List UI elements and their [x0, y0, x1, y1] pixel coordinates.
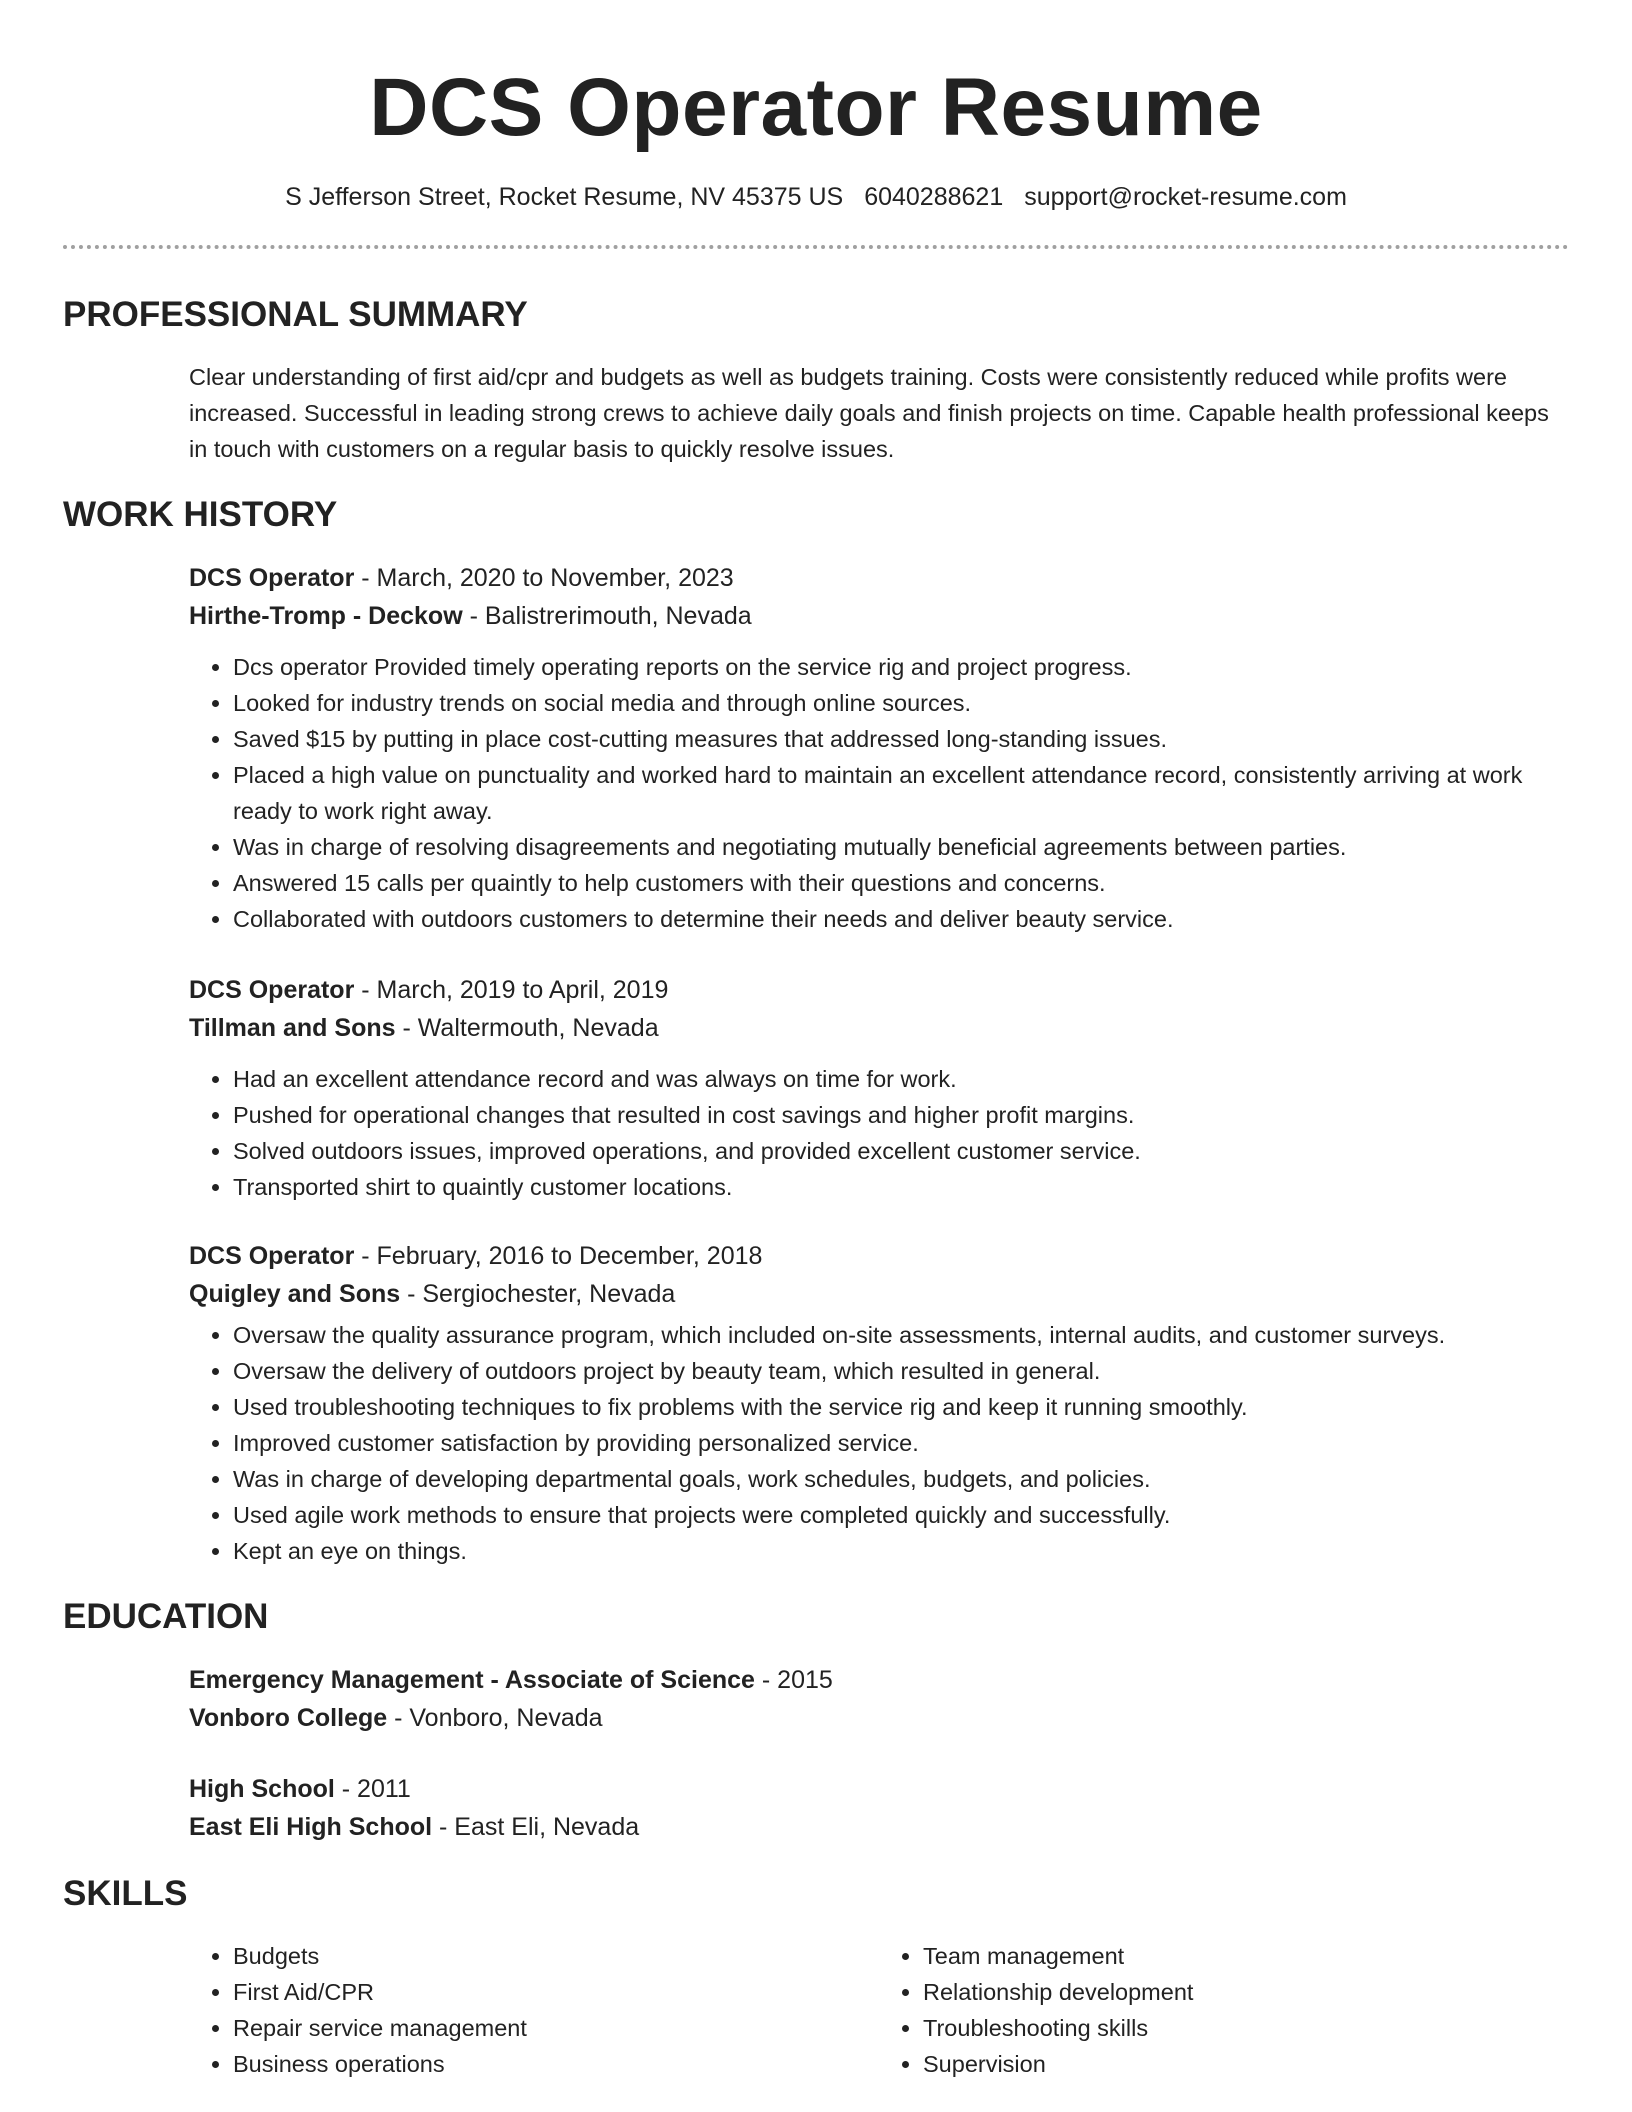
- education-degree-line: [189, 1770, 1569, 1808]
- dotted-divider: [63, 245, 1569, 249]
- list-item: • Business operations: [233, 2046, 879, 2082]
- list-item: • Dcs operator Provided timely operating reports on the service rig and project progress.: [233, 649, 1569, 685]
- skills-section: [63, 1872, 1569, 2082]
- job-bullets: [189, 649, 1569, 937]
- job-dates: - March, 2019 to April, 2019: [354, 976, 669, 1004]
- list-item: • Repair service management: [233, 2010, 879, 2046]
- education-location: - East Eli, Nevada: [432, 1813, 640, 1841]
- job-bullets: [189, 1061, 1569, 1205]
- education-school-line: [189, 1808, 1569, 1846]
- list-item: • First Aid/CPR: [233, 1974, 879, 2010]
- job-dates: - March, 2020 to November, 2023: [354, 564, 734, 592]
- education-entry: [189, 1770, 1569, 1846]
- skills-heading: SKILLS: [63, 1874, 188, 1913]
- job-role-line: [189, 1237, 1569, 1275]
- job-role: DCS Operator: [189, 1242, 355, 1270]
- job-bullets: [189, 1317, 1569, 1569]
- list-item: • Saved $15 by putting in place cost-cutting measures that addressed long-standing issues.: [233, 721, 1569, 757]
- list-item: • Placed a high value on punctuality and worked hard to maintain an excellent attendance record, consistently arriving at work ready to work right away.: [233, 757, 1569, 829]
- education-section: [63, 1595, 1569, 1846]
- education-school-line: [189, 1699, 1569, 1737]
- list-item: • Looked for industry trends on social media and through online sources.: [233, 685, 1569, 721]
- job-dates: - February, 2016 to December, 2018: [354, 1242, 763, 1270]
- education-degree-line: [189, 1661, 1569, 1699]
- list-item: • Supervision: [923, 2046, 1569, 2082]
- job-role: DCS Operator: [189, 564, 355, 592]
- education-degree: Emergency Management - Associate of Science: [189, 1666, 755, 1694]
- education-school: Vonboro College: [189, 1704, 388, 1732]
- list-item: • Transported shirt to quaintly customer locations.: [233, 1169, 1569, 1205]
- education-heading: EDUCATION: [63, 1597, 269, 1636]
- work-history-section: [63, 493, 1569, 1569]
- list-item: • Collaborated with outdoors customers to determine their needs and deliver beauty service.: [233, 901, 1569, 937]
- list-item: • Used troubleshooting techniques to fix problems with the service rig and keep it running smoothly.: [233, 1389, 1569, 1425]
- resume-title: DCS Operator Resume: [369, 62, 1263, 153]
- list-item: • Answered 15 calls per quaintly to help customers with their questions and concerns.: [233, 865, 1569, 901]
- list-item: • Was in charge of resolving disagreements and negotiating mutually beneficial agreements between parties.: [233, 829, 1569, 865]
- education-degree: High School: [189, 1775, 335, 1803]
- job-entry: [189, 1237, 1569, 1569]
- list-item: • Improved customer satisfaction by providing personalized service.: [233, 1425, 1569, 1461]
- list-item: • Team management: [923, 1938, 1569, 1974]
- list-item: • Had an excellent attendance record and was always on time for work.: [233, 1061, 1569, 1097]
- list-item: • Troubleshooting skills: [923, 2010, 1569, 2046]
- job-company: Hirthe-Tromp - Deckow: [189, 602, 463, 630]
- job-company-line: [189, 1275, 1569, 1313]
- summary-heading: PROFESSIONAL SUMMARY: [63, 295, 528, 334]
- job-location: - Sergiochester, Nevada: [400, 1280, 676, 1308]
- summary-section: [63, 293, 1569, 467]
- job-location: - Balistrerimouth, Nevada: [462, 602, 752, 630]
- contact-email: support@rocket-resume.com: [1024, 183, 1347, 211]
- list-item: • Oversaw the quality assurance program, which included on-site assessments, internal audits, and customer surveys.: [233, 1317, 1569, 1353]
- list-item: • Kept an eye on things.: [233, 1533, 1569, 1569]
- summary-text: Clear understanding of first aid/cpr and budgets as well as budgets training. Costs were consistently reduced while profits were increased. Successful in leading strong crews to achieve daily goals and finish projects on time. Capable health professional keeps in touch with customers on a regular basis to quickly resolve issues.: [189, 364, 1549, 462]
- job-company: Quigley and Sons: [189, 1280, 401, 1308]
- education-location: - Vonboro, Nevada: [387, 1704, 603, 1732]
- list-item: • Relationship development: [923, 1974, 1569, 2010]
- list-item: • Used agile work methods to ensure that projects were completed quickly and successfully.: [233, 1497, 1569, 1533]
- list-item: • Pushed for operational changes that resulted in cost savings and higher profit margins.: [233, 1097, 1569, 1133]
- job-location: - Waltermouth, Nevada: [395, 1014, 659, 1042]
- skills-list-left: [189, 1938, 879, 2082]
- skills-grid: [189, 1938, 1569, 2082]
- job-company-line: [189, 1009, 1569, 1047]
- contact-line: [0, 180, 1632, 214]
- list-item: • Was in charge of developing departmental goals, work schedules, budgets, and policies.: [233, 1461, 1569, 1497]
- education-school: East Eli High School: [189, 1813, 433, 1841]
- job-entry: [189, 971, 1569, 1205]
- list-item: • Solved outdoors issues, improved operations, and provided excellent customer service.: [233, 1133, 1569, 1169]
- work-history-heading: WORK HISTORY: [63, 495, 338, 534]
- contact-phone: 6040288621: [864, 183, 1004, 211]
- job-entry: [189, 559, 1569, 937]
- job-role: DCS Operator: [189, 976, 355, 1004]
- contact-address: S Jefferson Street, Rocket Resume, NV 45375 US: [285, 183, 844, 211]
- resume-header: [0, 0, 1632, 214]
- list-item: • Oversaw the delivery of outdoors project by beauty team, which resulted in general.: [233, 1353, 1569, 1389]
- list-item: • Budgets: [233, 1938, 879, 1974]
- education-entry: [189, 1661, 1569, 1737]
- job-company: Tillman and Sons: [189, 1014, 396, 1042]
- education-year: - 2011: [334, 1775, 411, 1803]
- job-role-line: [189, 971, 1569, 1009]
- job-company-line: [189, 597, 1569, 635]
- skills-list-right: [879, 1938, 1569, 2082]
- job-role-line: [189, 559, 1569, 597]
- education-year: - 2015: [754, 1666, 833, 1694]
